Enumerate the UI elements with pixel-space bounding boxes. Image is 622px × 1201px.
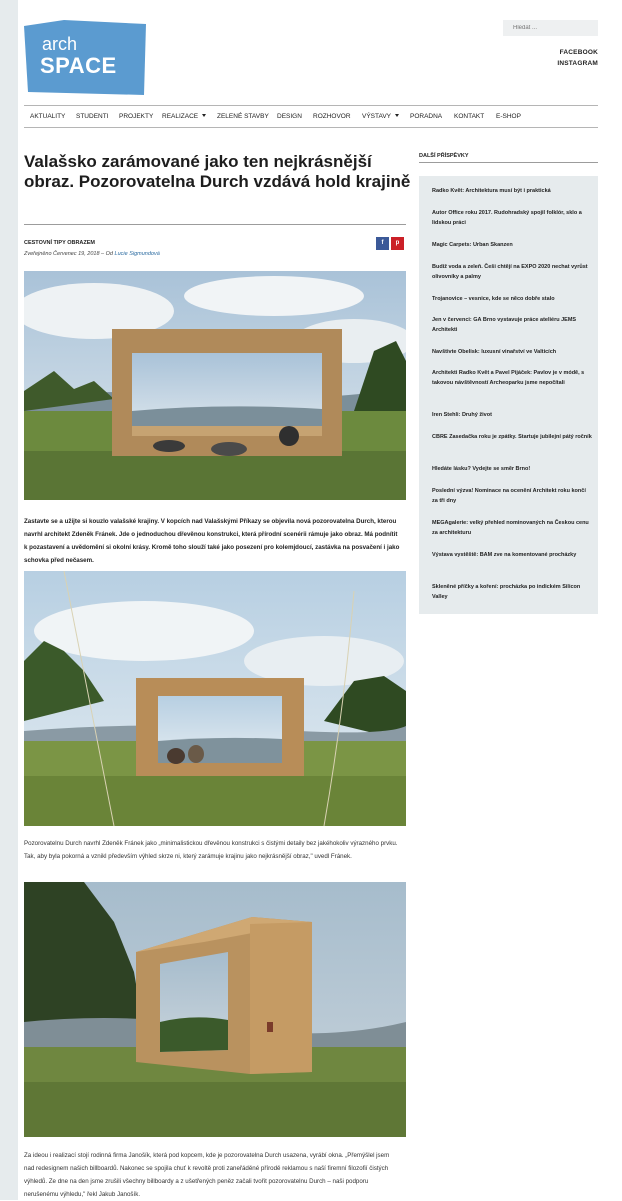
nav-label: AKTUALITY — [30, 113, 66, 120]
instagram-link[interactable]: INSTAGRAM — [557, 60, 598, 67]
sidebar-post-link[interactable]: Skleněné příčky a koření: procházka po indickém Silicon Valley — [432, 584, 581, 600]
article-photo-2 — [24, 571, 406, 826]
article-title: Valašsko zarámované jako ten nejkrásnější obraz. Pozorovatelna Durch vzdává hold krajině — [24, 152, 411, 191]
sidebar-post-link[interactable]: Trojanovice – vesnice, kde se něco dobře stalo — [432, 296, 555, 302]
post-meta — [24, 251, 160, 257]
sidebar-divider — [419, 162, 598, 163]
nav-label: DESIGN — [277, 113, 302, 120]
sidebar-post-link[interactable]: Hledáte lásku? Vydejte se směr Brno! — [432, 466, 531, 472]
nav-item-design[interactable] — [277, 106, 302, 127]
category-link[interactable]: CESTOVNÍ TIPY OBRAZEM — [24, 240, 96, 246]
sidebar-post-link[interactable]: Jen v červenci: GA Brno vystavuje práce ateliéru JEMS Architekti — [432, 317, 577, 333]
site-logo[interactable] — [24, 20, 146, 95]
left-edge-bar — [0, 0, 18, 1200]
pinterest-icon: p — [395, 240, 400, 246]
nav-item-zelene-stavby[interactable] — [217, 106, 269, 127]
nav-item-rozhovor[interactable] — [313, 106, 351, 127]
sidebar-post-link[interactable]: Výstava vystěště: BAM zve na komentované procházky — [432, 552, 577, 558]
nav-label: REALIZACE — [162, 113, 199, 120]
nav-label: ROZHOVOR — [313, 113, 351, 120]
article-photo-3 — [24, 882, 406, 1137]
nav-item-studenti[interactable] — [76, 106, 109, 127]
article-paragraph-1: Pozorovatelnu Durch navrhl Zdeněk Fránek jako „minimalistickou dřevěnou konstrukci s čistými detaily bez jakéhokoliv výrazného prvku. Tak, aby byla pokorná a vznikl především výhled skrze ni, který zarámuje krajinu jako nejkrásnější obraz," uvedl Fránek. — [24, 840, 398, 860]
nav-label: ZELENÉ STAVBY — [217, 113, 269, 120]
pinterest-share-button[interactable] — [391, 237, 404, 250]
nav-item-realizace[interactable] — [162, 106, 206, 127]
facebook-share-button[interactable] — [376, 237, 389, 250]
sidebar-post-link[interactable]: Navštivte Obelisk: luxusní vinařství ve Valticích — [432, 349, 557, 355]
sidebar-heading: DALŠÍ PŘÍSPĚVKY — [419, 153, 469, 159]
sidebar-post-link[interactable]: Iren Stehli: Druhý život — [432, 412, 492, 418]
facebook-icon: f — [381, 240, 384, 246]
sidebar-post-link[interactable]: Budiž voda a zeleň. Češi chtějí na EXPO 2020 nechat vyrůst olivovníky a palmy — [432, 264, 588, 280]
nav-item-vystavy[interactable] — [362, 106, 399, 127]
article-paragraph-2: Za ideou i realizací stojí rodinná firma Janošík, která pod kopcem, kde je pozorovatelna Durch usazena, vyrábí okna. „Přemýšlel jsem nad redesignem našich billboardů. Nakonec se spojila chuť k revoltě proti zaneřáděné přírodě reklamou s naší firemní filozofií čistých výhledů. Ze dne na den jsme zrušili všechny billboardy a z ušetřených peněz začali tvořit pozorovatelnu Durch – naši podporu nerušenému výhledu," řekl Jakub Janošík. — [24, 1152, 390, 1198]
nav-label: PORADNA — [410, 113, 443, 120]
facebook-link[interactable]: FACEBOOK — [559, 49, 598, 56]
article-photo-1 — [24, 271, 406, 500]
chevron-down-icon — [202, 114, 206, 117]
nav-label: E-SHOP — [496, 113, 521, 120]
logo-text-arch: arch — [42, 34, 78, 54]
sidebar-post-link[interactable]: Magic Carpets: Urban Skanzen — [432, 242, 513, 248]
nav-item-projekty[interactable] — [119, 106, 153, 127]
sidebar-post-link[interactable]: Poslední výzva! Nominace na ocenění Architekt roku končí za tři dny — [432, 488, 586, 504]
nav-item-aktuality[interactable] — [30, 106, 65, 127]
nav-label: PROJEKTY — [119, 113, 154, 120]
sidebar-post-link[interactable]: MEGAgalerie: velký přehled nominovaných na Českou cenu za architekturu — [432, 520, 589, 536]
sidebar-post-link[interactable]: CBRE Zasedačka roku je zpátky. Startuje jubilejní pátý ročník — [432, 434, 592, 440]
main-nav — [24, 105, 598, 128]
nav-item-kontakt[interactable] — [454, 106, 484, 127]
author-link[interactable]: Lucie Sigmundová — [114, 251, 160, 257]
sidebar-post-link[interactable]: Architekti Radko Květ a Pavel Pijáček: Pavlov je v módě, s takovou návštěvností Archeoparku jsme nepočítali — [432, 370, 585, 386]
title-divider — [24, 224, 406, 225]
nav-label: STUDENTI — [76, 113, 109, 120]
published-text: Zveřejněno Červenec 19, 2018 – Od — [24, 251, 115, 257]
sidebar-post-link[interactable]: Autor Office roku 2017. Rudohradský spojil folklór, sklo a lidskou práci — [432, 210, 582, 226]
search-input[interactable] — [503, 20, 598, 36]
article-lead: Zastavte se a užijte si kouzlo valašské krajiny. V kopcích nad Valašskými Příkazy se objevila nová pozorovatelna Durch, kterou navrhl architekt Zdeněk Fránek. Jde o jednoduchou dřevěnou konstrukci, která přírodní scenérii rámuje jako obraz. Má podnítit k pozastavení a uvědomění si okolní krásy. Kromě toho slouží také jako posezení pro kolemjdoucí, zastávka na posvačení i jako schovka před nečasem. — [24, 518, 400, 564]
nav-item-poradna[interactable] — [410, 106, 442, 127]
nav-item-eshop[interactable] — [496, 106, 521, 127]
logo-text-space: SPACE — [40, 53, 117, 78]
sidebar-post-link[interactable]: Radko Květ: Architektura musí být i praktická — [432, 188, 551, 194]
nav-label: KONTAKT — [454, 113, 485, 120]
chevron-down-icon — [395, 114, 399, 117]
nav-label: VÝSTAVY — [362, 113, 392, 120]
